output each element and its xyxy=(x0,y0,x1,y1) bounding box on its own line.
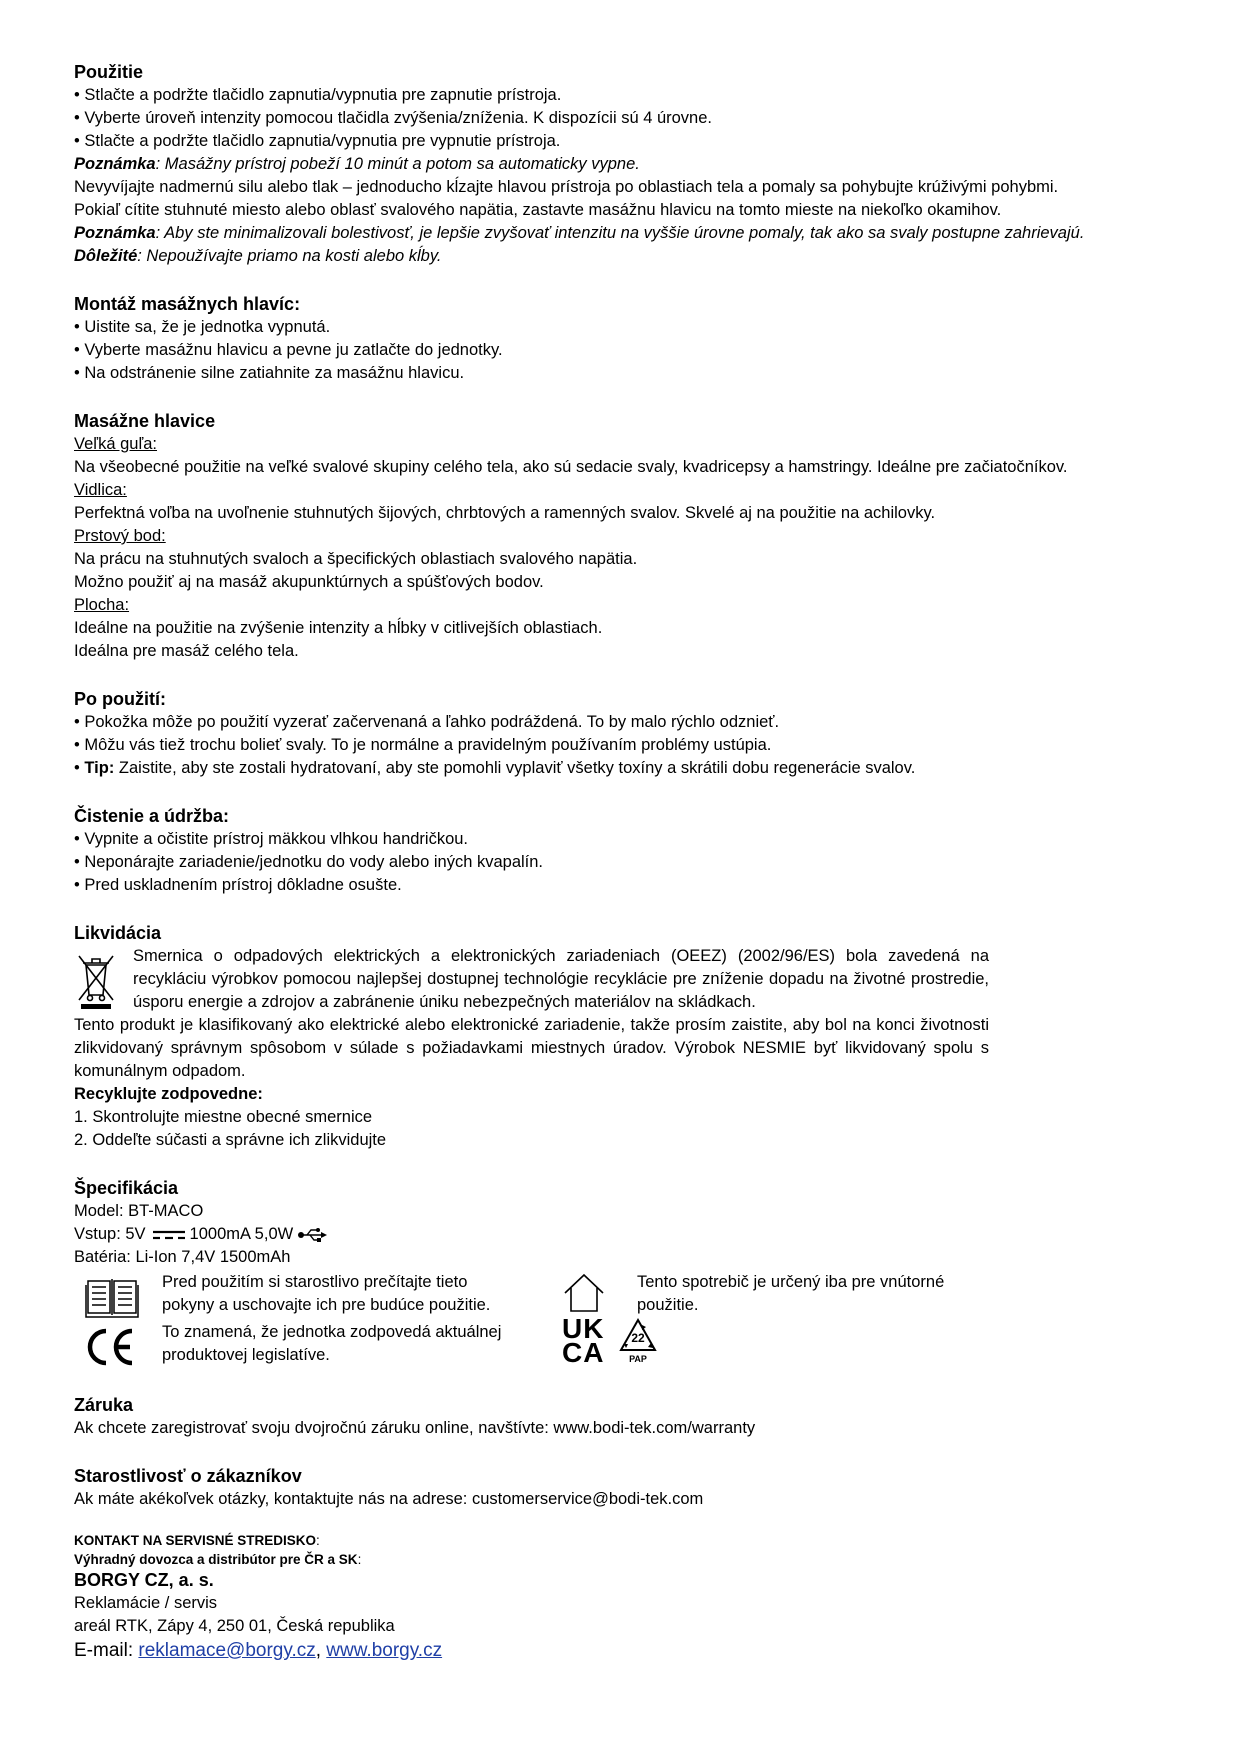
spec-symbols xyxy=(74,1271,1164,1383)
head-description: Perfektná voľba na uvoľnenie stuhnutých šijových, chrbtových a ramenných svalov. Skvelé aj na použitie na achilovky. xyxy=(74,504,936,522)
contact-company: BORGY CZ, a. s. xyxy=(74,1570,214,1590)
manual-text-line: Pred použitím si starostlivo prečítajte tieto xyxy=(162,1273,468,1291)
contact-heading-colon: : xyxy=(316,1533,320,1548)
spec-title: Špecifikácia xyxy=(74,1178,179,1198)
warranty-section xyxy=(74,1393,1164,1440)
disposal-title: Likvidácia xyxy=(74,923,162,943)
indoor-use-icon xyxy=(562,1271,606,1315)
usage-bullet: • Stlačte a podržte tlačidlo zapnutia/vypnutia pre zapnutie prístroja. xyxy=(74,86,562,104)
cleaning-section xyxy=(74,804,1164,897)
pap-recycling-symbol xyxy=(618,1317,658,1367)
contact-distributor-text: Výhradný dovozca a distribútor pre ČR a SK xyxy=(74,1552,358,1567)
head-description: Na prácu na stuhnutých svaloch a špecifických oblastiach svalového napätia. xyxy=(74,550,638,568)
usage-bullet: • Vyberte úroveň intenzity pomocou tlačidla zvýšenia/zníženia. K dispozícii sú 4 úrovne. xyxy=(74,109,712,127)
ce-text-line: produktovej legislatíve. xyxy=(162,1346,330,1364)
head-name: Plocha: xyxy=(74,596,130,614)
spec-section xyxy=(74,1176,1164,1383)
heads-section xyxy=(74,409,1164,663)
usb-icon xyxy=(297,1227,327,1243)
mounting-bullet: • Vyberte masážnu hlavicu a pevne ju zatlačte do jednotky. xyxy=(74,341,503,359)
email-label: E-mail: xyxy=(74,1640,139,1661)
cleaning-bullet: • Vypnite a očistite prístroj mäkkou vlhkou handričkou. xyxy=(74,830,469,848)
mounting-bullet: • Na odstránenie silne zatiahnite za masážnu hlavicu. xyxy=(74,364,465,382)
product-text: Tento produkt je klasifikovaný ako elektrické alebo elektronické zariadenie, takže prosím zaistite, aby bol na konci životnosti zlikvidovaný správnym spôsobom v súlade s požiadavkami miestnych úradov. Výrobok NESMIE byť likvidovaný spolu s komunálnym odpadom. xyxy=(74,1016,989,1080)
note-text: : Masážny prístroj pobeží 10 minút a potom sa automaticky vypne. xyxy=(155,155,640,173)
head-description: Ideálne na použitie na zvýšenie intenzity a hĺbky v citlivejších oblastiach. xyxy=(74,619,603,637)
note-text: : Aby ste minimalizovali bolestivosť, je lepšie zvyšovať intenzitu na vyššie úrovne pomaly, tak ako sa svaly postupne zahrievajú. xyxy=(155,224,1085,242)
indoor-text-line: použitie. xyxy=(637,1296,699,1314)
indoor-text xyxy=(637,1271,944,1317)
usage-title: Použitie xyxy=(74,62,144,82)
important-label: Dôležité xyxy=(74,247,138,265)
usage-paragraph: Nevyvíjajte nadmernú silu alebo tlak – jednoducho kĺzajte hlavou prístroja po oblastiach tela a pomaly sa pohybujte krúživými pohybmi. xyxy=(74,178,1059,196)
contact-heading xyxy=(74,1531,1164,1550)
manual-text-line: pokyny a uschovajte ich pre budúce použitie. xyxy=(162,1296,491,1314)
website-link[interactable]: www.borgy.cz xyxy=(326,1640,443,1661)
weee-bin-icon xyxy=(74,951,118,1011)
usage-note-1 xyxy=(74,153,1164,176)
input-current-power: 1000mA 5,0W xyxy=(189,1225,294,1243)
cleaning-title: Čistenie a údržba: xyxy=(74,806,230,826)
weee-block xyxy=(74,945,989,1014)
document-content xyxy=(74,60,1164,1664)
spec-model: Model: BT-MACO xyxy=(74,1202,204,1220)
ukca-top: UK xyxy=(562,1313,605,1344)
email-link[interactable]: reklamace@borgy.cz xyxy=(138,1640,316,1661)
link-separator: , xyxy=(315,1640,327,1661)
contact-distributor-colon: : xyxy=(357,1552,362,1567)
ce-mark-icon xyxy=(84,1327,136,1367)
ce-text xyxy=(162,1321,501,1367)
disposal-section xyxy=(74,921,1164,1152)
mounting-section xyxy=(74,292,1164,385)
dc-symbol-icon xyxy=(151,1228,187,1242)
after-bullet: • Môžu vás tiež trochu bolieť svaly. To je normálne a pravidelným používaním problémy ustúpia. xyxy=(74,736,772,754)
care-text: Ak máte akékoľvek otázky, kontaktujte nás na adrese: customerservice@bodi-tek.com xyxy=(74,1490,704,1508)
ce-text-line: To znamená, že jednotka zodpovedá aktuálnej xyxy=(162,1323,502,1341)
input-voltage: Vstup: 5V xyxy=(74,1225,146,1243)
after-tip xyxy=(74,757,1164,780)
spec-input xyxy=(74,1223,1164,1246)
cleaning-bullet: • Pred uskladnením prístroj dôkladne osušte. xyxy=(74,876,402,894)
cleaning-bullet: • Neponárajte zariadenie/jednotku do vody alebo iných kvapalín. xyxy=(74,853,544,871)
tip-bullet: • xyxy=(74,759,85,777)
contact-section xyxy=(74,1531,1164,1664)
usage-bullet: • Stlačte a podržte tlačidlo zapnutia/vypnutia pre vypnutie prístroja. xyxy=(74,132,561,150)
indoor-text-line: Tento spotrebič je určený iba pre vnútorné xyxy=(637,1273,945,1291)
tip-label: Tip: xyxy=(84,759,115,777)
usage-important xyxy=(74,245,1164,268)
head-name: Veľká guľa: xyxy=(74,435,158,453)
usage-section xyxy=(74,60,1164,268)
recycle-title: Recyklujte zodpovedne: xyxy=(74,1085,263,1103)
contact-email-line xyxy=(74,1638,1164,1664)
heads-title: Masážne hlavice xyxy=(74,411,216,431)
important-text: : Nepoužívajte priamo na kosti alebo kĺby. xyxy=(137,247,442,265)
recycle-step: 1. Skontrolujte miestne obecné smernice xyxy=(74,1108,373,1126)
note-label: Poznámka xyxy=(74,224,156,242)
care-section xyxy=(74,1464,1164,1511)
recycle-step: 2. Oddeľte súčasti a správne ich zlikvidujte xyxy=(74,1131,387,1149)
pap-label: PAP xyxy=(629,1354,647,1364)
after-section xyxy=(74,687,1164,780)
contact-address: areál RTK, Zápy 4, 250 01, Česká republika xyxy=(74,1617,395,1635)
contact-distributor xyxy=(74,1550,1164,1569)
warranty-text: Ak chcete zaregistrovať svoju dvojročnú záruku online, navštívte: www.bodi-tek.com/warranty xyxy=(74,1419,756,1437)
pap-number: 22 xyxy=(631,1331,645,1345)
weee-text: Smernica o odpadových elektrických a elektronických zariadeniach (OEEZ) (2002/96/ES) bola zavedená na recykláciu výrobkov pomocou najlepšej dostupnej technológie recyklácie pre zníženie dopadu na životné prostredie, úsporu energie a zdrojov a zabránenie úniku nebezpečných materiálov na skládkach. xyxy=(133,947,989,1011)
note-label: Poznámka xyxy=(74,155,156,173)
head-description: Na všeobecné použitie na veľké svalové skupiny celého tela, ako sú sedacie svaly, kvadricepsy a hamstringy. Ideálne pre začiatočníkov. xyxy=(74,458,1068,476)
mounting-bullet: • Uistite sa, že je jednotka vypnutá. xyxy=(74,318,331,336)
ukca-bottom: CA xyxy=(562,1337,605,1368)
head-description: Možno použiť aj na masáž akupunktúrnych a spúšťových bodov. xyxy=(74,573,544,591)
head-name: Prstový bod: xyxy=(74,527,166,545)
contact-department: Reklamácie / servis xyxy=(74,1594,218,1612)
read-manual-icon xyxy=(84,1275,140,1319)
after-bullet: • Pokožka môže po použití vyzerať začervenaná a ľahko podráždená. To by malo rýchlo odznieť. xyxy=(74,713,780,731)
ukca-mark xyxy=(562,1313,610,1368)
usage-paragraph: Pokiaľ cítite stuhnuté miesto alebo oblasť svalového napätia, zastavte masážnu hlavicu na tomto mieste na niekoľko okamihov. xyxy=(74,201,1002,219)
manual-text xyxy=(162,1271,490,1317)
warranty-title: Záruka xyxy=(74,1395,134,1415)
after-title: Po použití: xyxy=(74,689,166,709)
head-name: Vidlica: xyxy=(74,481,127,499)
tip-text: Zaistite, aby ste zostali hydratovaní, aby ste pomohli vyplaviť všetky toxíny a skrátili dobu regenerácie svalov. xyxy=(114,759,916,777)
usage-note-2 xyxy=(74,222,1164,245)
contact-heading-text: KONTAKT NA SERVISNÉ STREDISKO xyxy=(74,1533,317,1548)
spec-battery: Batéria: Li-Ion 7,4V 1500mAh xyxy=(74,1248,291,1266)
head-description: Ideálna pre masáž celého tela. xyxy=(74,642,299,660)
mounting-title: Montáž masážnych hlavíc: xyxy=(74,294,301,314)
care-title: Starostlivosť o zákazníkov xyxy=(74,1466,302,1486)
